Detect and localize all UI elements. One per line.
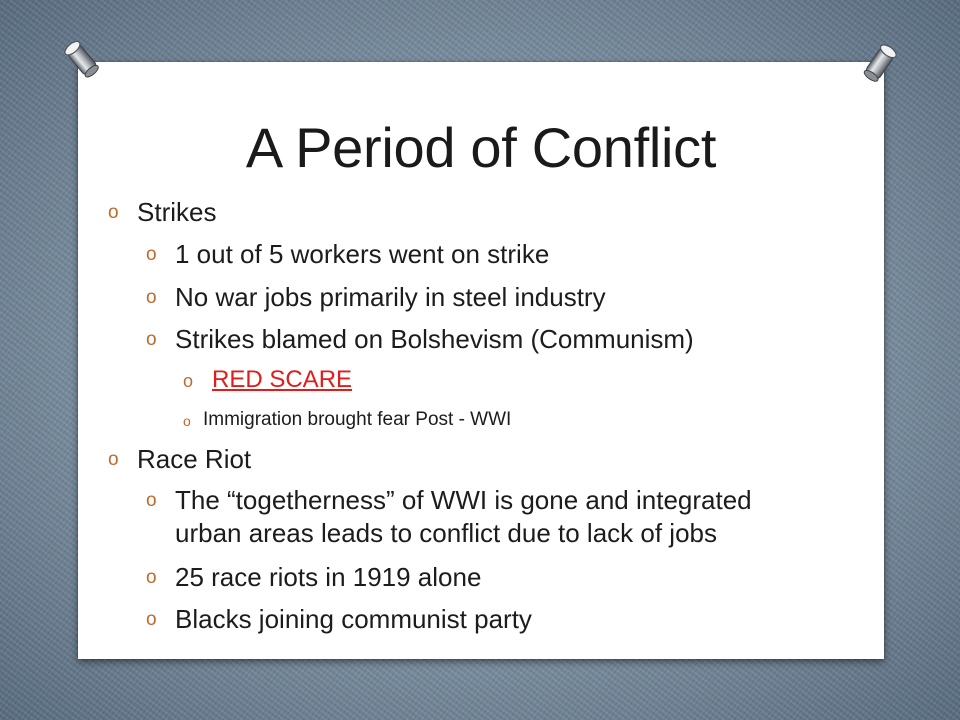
push-pin-icon: [52, 30, 116, 94]
bullet-item-race-riot: [0, 443, 960, 475]
bullet-marker: o: [146, 490, 157, 511]
bullet-marker: o: [146, 609, 157, 630]
bullet-item: [0, 603, 960, 635]
bullet-item: [0, 484, 960, 516]
bullet-marker: o: [146, 567, 157, 588]
bullet-text: No war jobs primarily in steel industry: [175, 282, 606, 312]
push-pin-icon: [846, 34, 910, 98]
bullet-text: Strikes blamed on Bolshevism (Communism): [175, 324, 694, 354]
bullet-item-continuation: [0, 517, 960, 549]
bullet-text: 1 out of 5 workers went on strike: [175, 239, 550, 269]
bullet-text: 25 race riots in 1919 alone: [175, 562, 482, 592]
bullet-marker: o: [108, 202, 119, 223]
bullet-text-line-1: The “togetherness” of WWI is gone and integrated: [175, 485, 752, 515]
bullet-item: [0, 323, 960, 355]
bullet-marker: o: [146, 329, 157, 350]
bullet-item: [0, 238, 960, 270]
bullet-marker: o: [146, 244, 157, 265]
bullet-marker: o: [108, 449, 119, 470]
bullet-text: Immigration brought fear Post - WWI: [203, 409, 512, 430]
bullet-item: [0, 561, 960, 593]
bullet-marker: o: [183, 371, 194, 391]
bullet-item: [0, 281, 960, 313]
bullet-text: Race Riot: [137, 444, 252, 474]
bullet-text: Blacks joining communist party: [175, 604, 532, 634]
slide-title: A Period of Conflict: [245, 116, 717, 179]
red-scare-link[interactable]: RED SCARE: [212, 366, 353, 393]
bullet-marker: o: [146, 287, 157, 308]
bullet-item-strikes: [0, 196, 960, 228]
bullet-text: Strikes: [137, 197, 217, 227]
bullet-marker: o: [183, 413, 191, 429]
bullet-item: [0, 408, 960, 432]
bullet-text-line-2: urban areas leads to conflict due to lack of jobs: [175, 518, 717, 548]
bullet-item-red-scare: [0, 365, 960, 395]
